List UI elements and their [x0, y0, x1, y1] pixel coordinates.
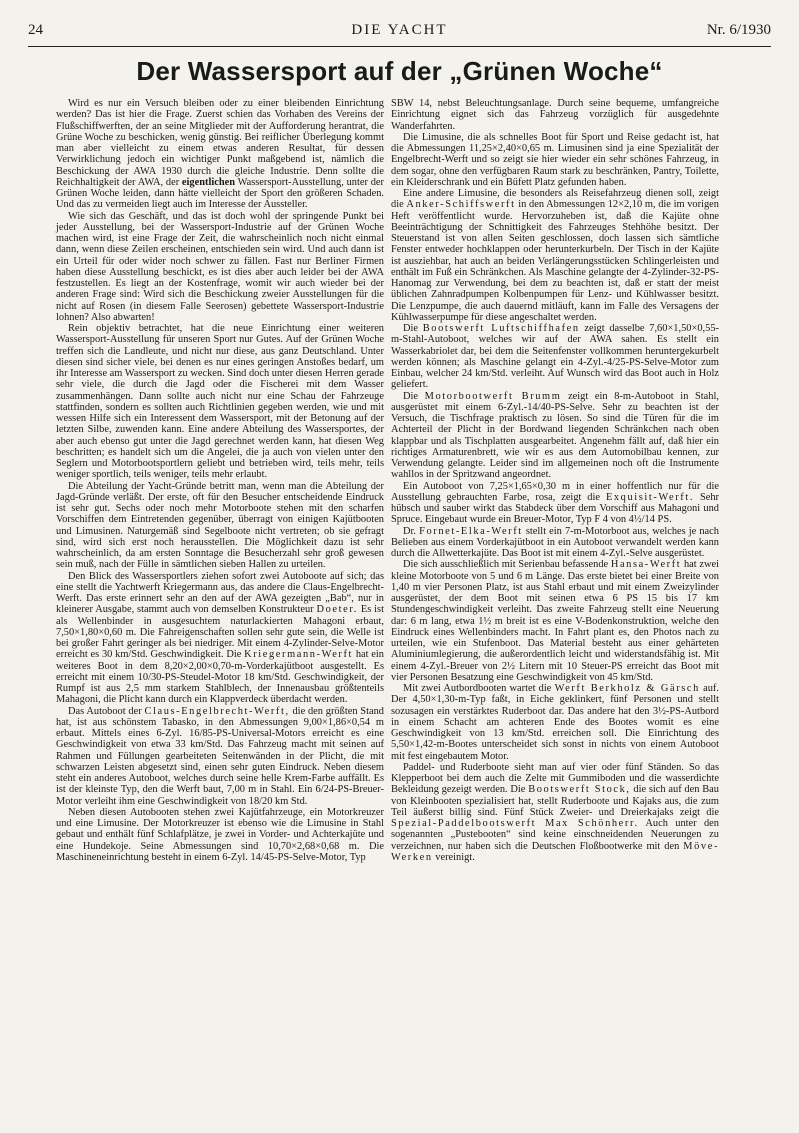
paragraph: [391, 391, 719, 481]
spaced-name: Spezial-Paddelbootswerft Max Schönherr.: [391, 818, 639, 829]
paragraph: SBW 14, nebst Beleuchtungsanlage. Durch seine bequeme, umfangreiche Einrichtung eignet sich das Fahrzeug vorzüglich für ausgedehnte Wanderfahrten.: [391, 98, 719, 132]
paragraph: [56, 571, 384, 706]
header-rule: [28, 46, 771, 47]
paragraph: [56, 706, 384, 807]
text-run: Die sich ausschließlich mit Serienbau befassende: [403, 559, 609, 571]
article-title: Der Wassersport auf der „Grünen Woche“: [136, 56, 663, 86]
paragraph: [391, 762, 719, 863]
page-number: 24: [28, 22, 43, 38]
text-run: die sich auf den Bau von Kleinbooten spezialisiert hat, stellt Ruderboote und Kajaks aus, die zum Teil äußerst billig sind. Fünf Stück Zweier- und Dreierkajaks zeigt die: [391, 784, 719, 818]
paragraph: [391, 323, 719, 391]
paragraph: [56, 98, 384, 211]
text-column-right: [391, 98, 719, 863]
paragraph: [391, 526, 719, 560]
journal-name: DIE YACHT: [351, 22, 448, 38]
text-run: auf. Der 4,50×1,30-m-Typ faßt, in Eiche geklinkert, fünf Personen und stellt sozusagen ein verstärktes Ruderboot dar. Das andere hat den 3½-PS-Autbord in einem Schacht am achteren Ende des Bootes womit es eine Geschwindigkeit von 13 km/Std. erreichen soll. Die Einrichtung des 5,50×1,42-m-Bootes unterscheidet sich sonst in nichts von einem Autoboot mit fest eingebautem Motor.: [391, 683, 719, 762]
text-run: hat ein weiteres Boot in dem 8,20×2,00×0,70-m-Vorderkajütboot ausgestellt. Es erreicht mit einem 10/30-PS-Steudel-Motor 18 km/Std. Geschwindigkeit, der Rumpf ist aus 2,5 mm starkem Stahlblech, der Innenausbau größtenteils Mahagoni, die Plicht kann durch ein Klappverdeck überdacht werden.: [56, 649, 384, 706]
paragraph: [391, 188, 719, 323]
text-column-left: [56, 98, 384, 863]
text-run: Paddel- und Ruderboote sieht man auf vier oder fünf Ständen. So das Klepperboot bei dem auch die Zelte mit Gummiboden und die wasserdichte Bekleidung gezeigt werden. Die: [391, 761, 719, 796]
text-run: Auch unter den sogenannten „Pustebooten“ sind keine einschneidenden Neuerungen zu verzeichnen, nur haben sich die Deutschen Floßbootwerke mit den: [391, 818, 719, 852]
text-run: die den größten Stand hat, ist aus schönstem Tabasko, in den Abmessungen 9,00×1,86×0,54 m erbaut. Mittels eines 6-Zyl. 16/85-PS-Universal-Motors erreicht es eine Geschwindigkeit von etwa 33 km/Std. Das Fahrzeug macht mit seinen auf Rahmen und Füllungen gearbeiteten Seitenwänden in der Plicht, die mit schwarzen Leisten abgesetzt sind, einen sehr guten Eindruck. Neben diesem steht ein anderes Autoboot, welches durch seine helle Krem-Farbe auffällt. Es ist der kleinste Typ, den die Werft baut, 7,00 m in Stahl. Ein 6/24-PS-Breuer-Motor verleiht ihm eine Geschwindigkeit von 18/20 km Std.: [56, 705, 384, 807]
spaced-name: Fornet-Elka-Werft: [419, 525, 523, 537]
paragraph: [391, 683, 719, 762]
text-run: Das Autoboot der: [68, 705, 142, 717]
spaced-name: Bootswerft Luftschiffhafen: [422, 323, 580, 334]
text-run: Mit zwei Autbordbooten wartet die: [403, 683, 552, 694]
spaced-name: Werft Berkholz & Gärsch: [554, 683, 700, 694]
spaced-name: Exquisit-Werft.: [605, 491, 695, 503]
text-run: Wird es nur ein Versuch bleiben oder zu einer bleibenden Einrichtung werden? Das ist hier die Frage. Zuerst schien das Vorhaben des Vereins der Flußschiffwerften, der an seine Mitglieder mit der Aufforderung herantrat, die Grüne Woche zu beschicken, wenig günstig. Bei reiflicher Überlegung kommt man aber vielleicht zu einem etwas anderen Resultat, für dessen Verwirklichung jedoch ein wichtiger Punkt maßgebend ist, nämlich die Beschickung der AWA 1930 durch die gleiche Industrie. Denn sollte die Reichhaltigkeit der AWA, der: [56, 98, 384, 188]
text-run: Wassersport-Ausstellung, unter der Grünen Woche leiden, dann hätte vielleicht der Sport den größeren Schaden. Und das zu vermeiden liegt auch im Interesse der Aussteller.: [56, 176, 384, 211]
issue-number: Nr. 6/1930: [706, 22, 771, 38]
text-run: Die: [403, 390, 419, 402]
paragraph: Rein objektiv betrachtet, hat die neue Einrichtung einer weiteren Wassersport-Ausstellung für unseren Sport nur Gutes. Auf der Grünen Woche treffen sich die Landleute, und nicht nur diese, aus ganz Deutschland. Unter diesen sind sicher viele, bei denen es nur eines geringen Anstoßes bedarf, um ihr Interesse am Wassersport zu wecken. Sind doch unter diesen Herren gerade sehr viele, die durch die Jagd oder die Fischerei mit dem Wasser zusammenhängen. Dann sollte auch nicht nur eine Schau der Fahrzeuge stattfinden, sondern es sollten auch Richtlinien gegeben werden, wie und mit wessen Hilfe sich ein Interessent dem Wassersport, mit der Betonung auf der letzten Silbe, zuwenden kann. Eine andere Abteilung des Wassersportes, der aber auch ebenso gut unter die Jagd gerechnet werden kann, hat diesen Weg beschritten; es handelt sich um die Angelei, die ja auch von vielen unter den Seglern und Motorbootsportlern geliebt und betrieben wird, teils mehr, teils weniger sportlich, teils weniger, teils mehr erlaubt.: [56, 323, 384, 481]
paragraph: Neben diesen Autobooten stehen zwei Kajütfahrzeuge, ein Motorkreuzer und eine Limusine. Der Motorkreuzer ist ebenso wie die Limusine in Stahl gebaut und enthält fünf Schlafplätze, je zwei in Vorder- und Achterkajüte und eine Hundekoje. Seine Abmessungen sind 10,70×2,68×0,68 m. Die Maschineneinrichtung besteht in einem 6-Zyl. 14/45-PS-Selve-Motor, Typ: [56, 806, 384, 863]
spaced-name: Anker-Schiffswerft: [406, 199, 516, 211]
spaced-name: Motorbootwerft Brumm: [424, 390, 562, 402]
text-run: Es ist als Wellenbinder in ausgesuchtem naturlackierten Mahagoni erbaut, 7,50×1,80×0,60 m. Die Fahreigenschaften sollen sehr gute sein, die Welle ist bei großer Fahrt geringer als bei niedriger. Mit einem 4-Zylinder-Selve-Motor erreicht es 30 km/Std. Geschwindigkeit. Die: [56, 604, 384, 661]
paragraph: Wie sich das Geschäft, und das ist doch wohl der springende Punkt bei jeder Ausstellung, bei der Wassersport-Industrie auf der Grünen Woche machen wird, ist eine Frage der Zeit, die wahrscheinlich noch nicht einmal dann, wenn diese Zeilen erscheinen, entschieden sein wird. Und auch dann ist ein Urteil für oder wider noch schwer zu fällen. Fast nur Berliner Firmen haben diese Ausstellung beschickt, es ist dies aber auch leider bei der AWA festzustellen. Es liegt an der Kostenfrage, womit wir auch wieder bei der anderen Frage sind: Wird sich die Beschickung zweier Ausstellungen für die nicht auf Rosen (in diesem Falle Seerosen) gebettete Wassersport-Industrie lohnen? Also abwarten!: [56, 210, 384, 323]
emphasis: eigentlichen: [181, 176, 236, 188]
text-run: Dr.: [403, 525, 416, 537]
spaced-name: Kriegermann-Werft: [244, 649, 354, 661]
text-run: zeigt dasselbe 7,60×1,50×0,55-m-Stahl-Autoboot, welches wir auf der AWA sahen. Es stellt ein Wasserkabriolet dar, bei dem die Seitenfenster vollkommen heruntergekurbelt werden können; als Maschine gelangt ein 4-Zyl.-4/25-PS-Selve-Motor zum Einbau, welcher 24 km/Std. verleiht. Auf Wunsch wird das Boot auch in Holz geliefert.: [391, 323, 719, 391]
text-run: hat zwei kleine Motorboote von 5 und 6 m Länge. Das erste bietet bei einer Breite von 1,40 m vier Personen Platz, ist aus Stahl erbaut und mit einem Zweizylinder ausgerüstet, der dem Boot mit seinen etwa 6 PS 15 bis 17 km Stundengeschwindigkeit verleiht. Das zweite Fahrzeug stellt eine Neuerung dar: 6 m lang, etwa 1½ m breit ist es eine V-Bodenkonstruktion, welche den Eindruck eines Wellenbinders macht. In Fahrt plant es, den Photos nach zu urteilen, wie ein Stufenboot. Das Material besteht aus einer gehärteten Aluminiumlegierung, die außerordentlich leicht und widerstandsfähig ist. Mit einem 4-Zyl.-Breuer von 2½ Litern mit 10 Steuer-PS erreicht das Boot mit vier Personen Besatzung eine Geschwindigkeit von 45 km/Std.: [391, 559, 719, 683]
spaced-name: Claus-Engelbrecht-Werft,: [144, 705, 290, 717]
text-run: in den Abmessungen 12×2,10 m, die im vorigen Heft veröffentlicht wurde. Hervorzuheben ist, daß die Kajüte ohne Beeinträchtigung der Schnittigkeit des Fahrzeuges Stehhöhe besitzt. Der Steuerstand ist von allen Seiten geschlossen, doch lassen sich sämtliche Fenster entweder hochklappen oder herunterkurbeln. Der Tisch in der Kajüte ist ausziehbar, hat auch an beiden Verlängerungsstücken Schlingerleisten und enthält im Fuß ein Schränkchen. Als Maschine gelangte der 4-Zylinder-32-PS-Hanomag zur Verwendung, bei dem zu beachten ist, daß er statt der meist üblichen Zahnradpumpen Kolbenpumpen für Lenz- und Kühlwasser besitzt. Die Lenzpumpe, die auch dauernd mitläuft, kann im Falle des Versagens der Kühlwasserpumpe für diese angeschaltet werden.: [391, 199, 719, 323]
spaced-name: Bootswerft Stock,: [528, 784, 631, 796]
text-run: zeigt ein 8-m-Autoboot in Stahl, ausgerüstet mit einem 6-Zyl.-14/40-PS-Selve. Sehr zu beachten ist der Versuch, die Tischfrage praktisch zu lösen. So sind die Türen für die im Achterteil der Plicht in der Bordwand liegenden Schränkchen nach oben klappbar und als Tischplatten ausgearbeitet. Angenehm fällt auf, daß hier ein richtiges Armaturenbrett, wie wir es aus dem Automobilbau kennen, zur Verwendung gelangte. Leider sind im allgemeinen noch oft die Instrumente wahllos in der Spritzwand angeordnet.: [391, 390, 719, 481]
text-run: Eine andere Limusine, die besonders als Reisefahrzeug dienen soll, zeigt die: [391, 188, 719, 211]
text-run: stellt ein 7-m-Motorboot aus, welches je nach Belieben aus einem Vorderkajütboot in ein Autoboot verwandelt werden kann durch die Allwetterkajüte. Das Boot ist mit einem 4-Zyl.-Selve ausgerüstet.: [391, 525, 719, 559]
paragraph: [391, 481, 719, 526]
text-run: Die: [403, 323, 419, 334]
text-run: Ein Autoboot von 7,25×1,65×0,30 m in einer hoffentlich nur für die Ausstellung gebrauchten Farbe, rosa, zeigt die: [391, 480, 719, 503]
running-head: [28, 22, 771, 44]
spaced-name: Möve-Werken: [391, 840, 719, 863]
spaced-name: Hansa-Werft: [610, 559, 682, 571]
paragraph: Die Limusine, die als schnelles Boot für Sport und Reise gedacht ist, hat die Abmessungen 11,25×2,40×0,65 m. Limusinen sind ja eine Spezialität der Engelbrecht-Werft und so zeigt sie hier wieder ein sehr schönes Fahrzeug, in dem sogar, ohne den verfügbaren Raum stark zu beschränken, Pantry, Toilette, ein Kleiderschrank und ein Büfett Platz gefunden haben.: [391, 131, 719, 188]
spaced-name: Doeter.: [316, 604, 359, 616]
text-run: vereinigt.: [435, 851, 475, 863]
paragraph: Die Abteilung der Yacht-Gründe betritt man, wenn man die Abteilung der Jagd-Gründe verläßt. Der erste, oft für den Besucher entscheidende Eindruck ist sehr gut. Sechs oder noch mehr Motorboote stehen mit den scharfen Vorschiffen dem Eintretenden gegenüber, überragt von einigen Kajütbooten und Limusinen. Naturgemäß sind Segelboote nicht vertreten; ob sie gefragt sind, wird sich erst noch herausstellen. Die Möglichkeit dazu ist sehr wahrscheinlich, da am ersten Sonntage die Besucherzahl sehr groß gewesen sein muß, nach der Fülle in sämtlichen sieben Hallen zu urteilen.: [56, 480, 384, 571]
text-run: Den Blick des Wassersportlers ziehen sofort zwei Autoboote auf sich; das eine stellt die Yachtwerft Kriegermann aus, das andere die Claus-Engelbrecht-Werft. Das erste erinnert sehr an den auf der AWA gezeigten „Bab“, nur in kleinerer Ausgabe, stammt auch von demselben Konstrukteur: [56, 570, 384, 616]
paragraph: [391, 559, 719, 683]
text-run: Sehr hübsch und sauber wirkt das Stabdeck über dem Vorschiff aus Mahagoni und Spruce. Eingebaut wurde ein Breuer-Motor, Typ F 4 von 4½/14 PS.: [391, 491, 719, 526]
